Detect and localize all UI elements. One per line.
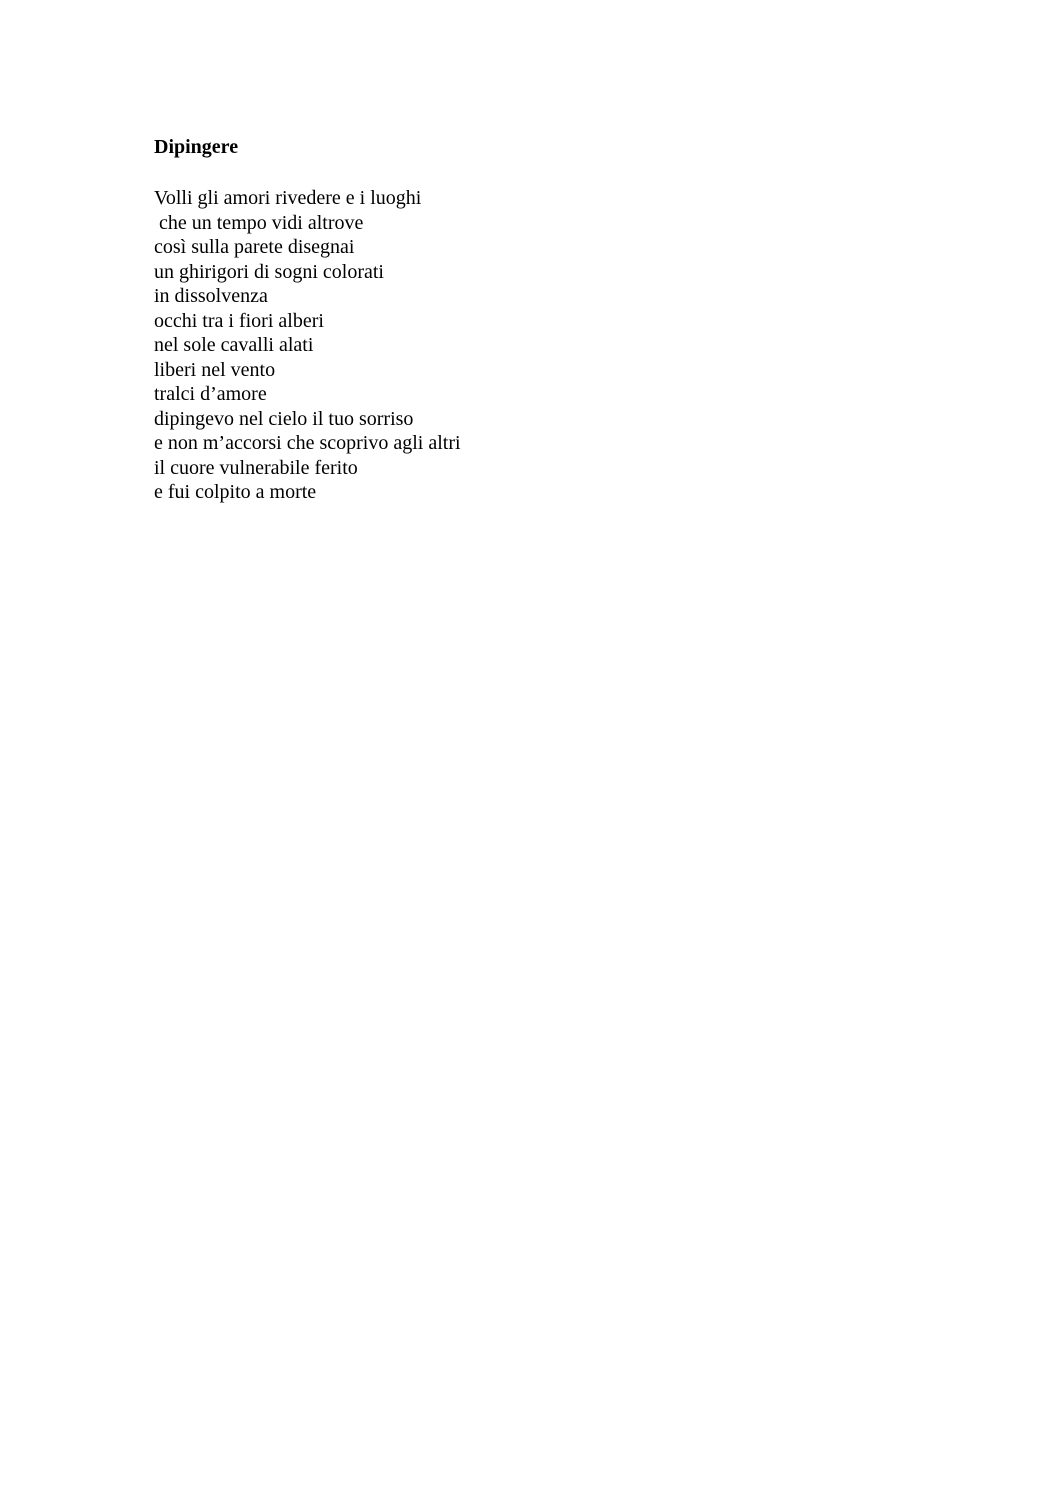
poem-line: e fui colpito a morte (154, 481, 317, 503)
poem-line: nel sole cavalli alati (154, 334, 314, 356)
poem-line: liberi nel vento (154, 358, 276, 381)
poem-line: un ghirigori di sogni colorati (154, 260, 384, 283)
poem-line: occhi tra i fiori alberi (154, 309, 324, 332)
poem-line: tralci d’amore (154, 383, 267, 405)
poem-line: così sulla parete disegnai (154, 236, 355, 258)
poem-line: e non m’accorsi che scoprivo agli altri (154, 432, 461, 454)
poem-line: che un tempo vidi altrove (154, 211, 364, 234)
poem-line: in dissolvenza (154, 285, 268, 307)
poem (154, 134, 854, 505)
poem-title: Dipingere (154, 136, 239, 158)
poem-line: il cuore vulnerabile ferito (154, 456, 358, 479)
poem-line: dipingevo nel cielo il tuo sorriso (154, 407, 414, 430)
poem-line: Volli gli amori rivedere e i luoghi (154, 187, 422, 209)
poem-lines (154, 186, 854, 505)
